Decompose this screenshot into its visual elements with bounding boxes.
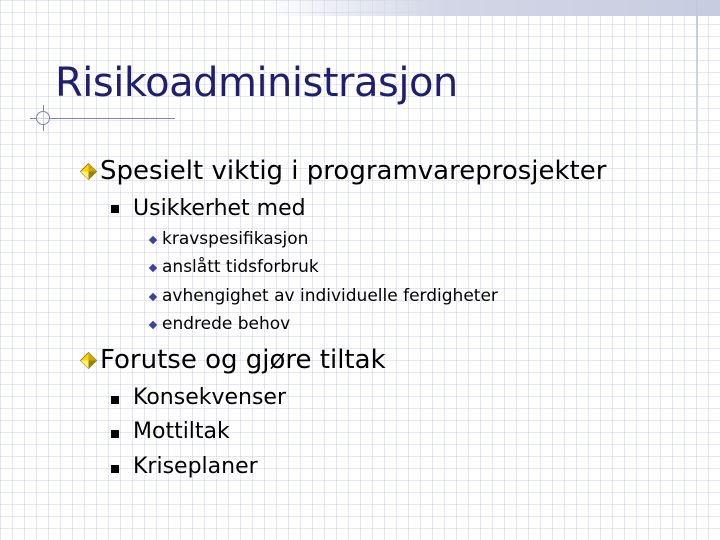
crosshair-icon <box>36 111 50 125</box>
diamond-icon <box>80 352 97 369</box>
sub-sub-bullet-text: endrede behov <box>162 314 291 334</box>
square-icon <box>111 396 119 404</box>
square-icon <box>111 205 119 213</box>
small-diamond-icon <box>149 321 157 329</box>
bullet-text: Forutse og gjøre tiltak <box>100 345 386 375</box>
sub-bullet-text: Mottiltak <box>133 419 230 444</box>
sub-sub-bullet-text: avhengighet av individuelle ferdigheter <box>162 286 498 306</box>
square-icon <box>111 430 119 438</box>
slide-title: Risikoadministrasjon <box>55 60 458 106</box>
sub-bullet-text: Usikkerhet med <box>133 196 306 221</box>
small-diamond-icon <box>149 293 157 301</box>
sub-bullet-text: Konsekvenser <box>133 385 287 410</box>
sub-sub-bullet-text: anslått tidsforbruk <box>162 257 319 277</box>
bullet-text: Spesielt viktig i programvareprosjekter <box>100 156 607 186</box>
sub-bullet-text: Kriseplaner <box>133 454 258 479</box>
top-decoration-band <box>262 0 720 16</box>
square-icon <box>111 465 119 473</box>
small-diamond-icon <box>149 236 157 244</box>
diamond-icon <box>80 163 97 180</box>
small-diamond-icon <box>149 264 157 272</box>
right-decoration-rule <box>696 0 698 190</box>
title-underline <box>30 118 175 119</box>
sub-sub-bullet-text: kravspesifikasjon <box>162 229 309 249</box>
